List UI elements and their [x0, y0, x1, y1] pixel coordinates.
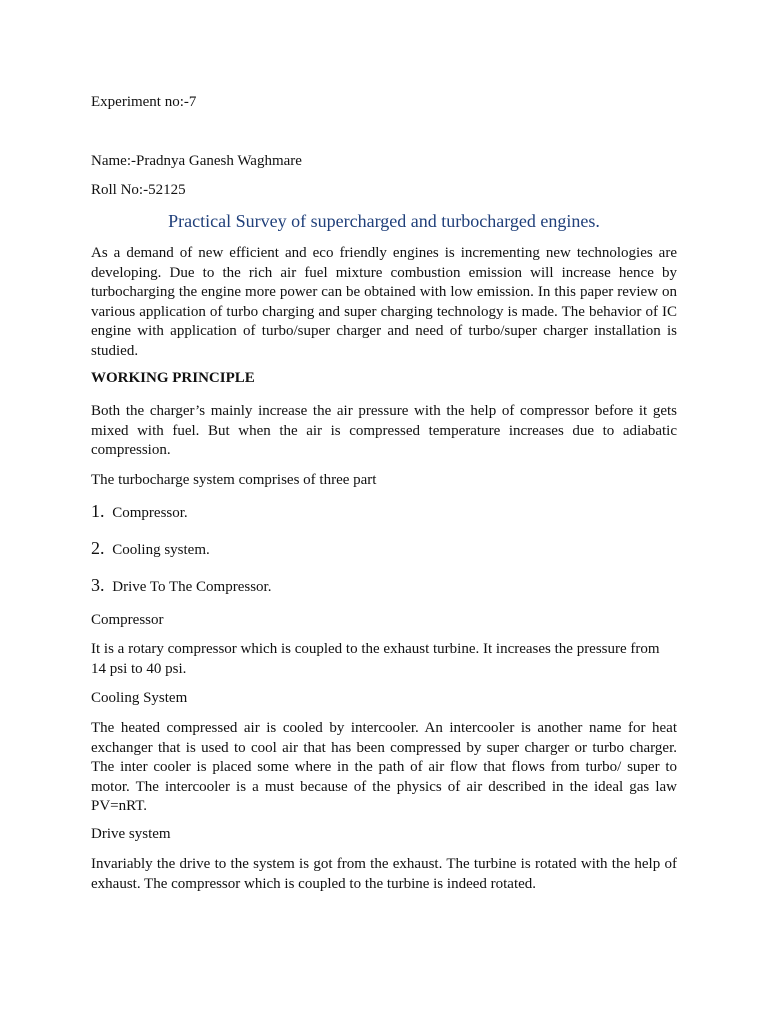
student-name: Name:-Pradnya Ganesh Waghmare: [91, 153, 302, 169]
document-title: Practical Survey of supercharged and turbocharged engines.: [168, 211, 600, 231]
list-item-number: 2.: [91, 538, 105, 558]
intro-paragraph: As a demand of new efficient and eco friendly engines is incrementing new technologies are developing. Due to the rich air fuel mixture combustion emission will increase hence by turbocharging the engine more power can be obtained with low emission. In this paper review on various application of turbo charging and super charging technology is made. The behavior of IC engine with application of turbo/super charger and need of turbo/super charger installation is studied.: [91, 245, 677, 359]
experiment-number: Experiment no:-7: [91, 94, 197, 110]
compressor-heading: Compressor: [91, 612, 164, 628]
list-item-label: Compressor.: [112, 505, 188, 521]
cooling-system-heading: Cooling System: [91, 690, 188, 706]
list-item: [91, 575, 271, 597]
system-intro-text: The turbocharge system comprises of three part: [91, 472, 377, 488]
list-item-number: 3.: [91, 575, 105, 595]
list-item: [91, 538, 210, 560]
list-item-label: Cooling system.: [112, 542, 210, 558]
drive-system-heading: Drive system: [91, 826, 171, 842]
list-item-number: 1.: [91, 501, 105, 521]
list-item-label: Drive To The Compressor.: [112, 579, 272, 595]
working-principle-heading: WORKING PRINCIPLE: [91, 370, 255, 386]
list-item: [91, 501, 188, 523]
cooling-system-paragraph: The heated compressed air is cooled by intercooler. An intercooler is another name for heat exchanger that is used to cool air that has been compressed by super charger or turbo charger. The inter cooler is placed some where in the path of air flow that flows from turbo/ super to motor. The intercooler is a must because of the physics of air described in the ideal gas law PV=nRT.: [91, 720, 677, 814]
working-principle-paragraph: Both the charger’s mainly increase the air pressure with the help of compressor before it gets mixed with fuel. But when the air is compressed temperature increases due to adiabatic compression.: [91, 403, 677, 458]
roll-number: Roll No:-52125: [91, 182, 186, 198]
compressor-paragraph: It is a rotary compressor which is coupled to the exhaust turbine. It increases the pressure from 14 psi to 40 psi.: [91, 641, 660, 677]
drive-system-paragraph: Invariably the drive to the system is got from the exhaust. The turbine is rotated with the help of exhaust. The compressor which is coupled to the turbine is indeed rotated.: [91, 856, 677, 892]
